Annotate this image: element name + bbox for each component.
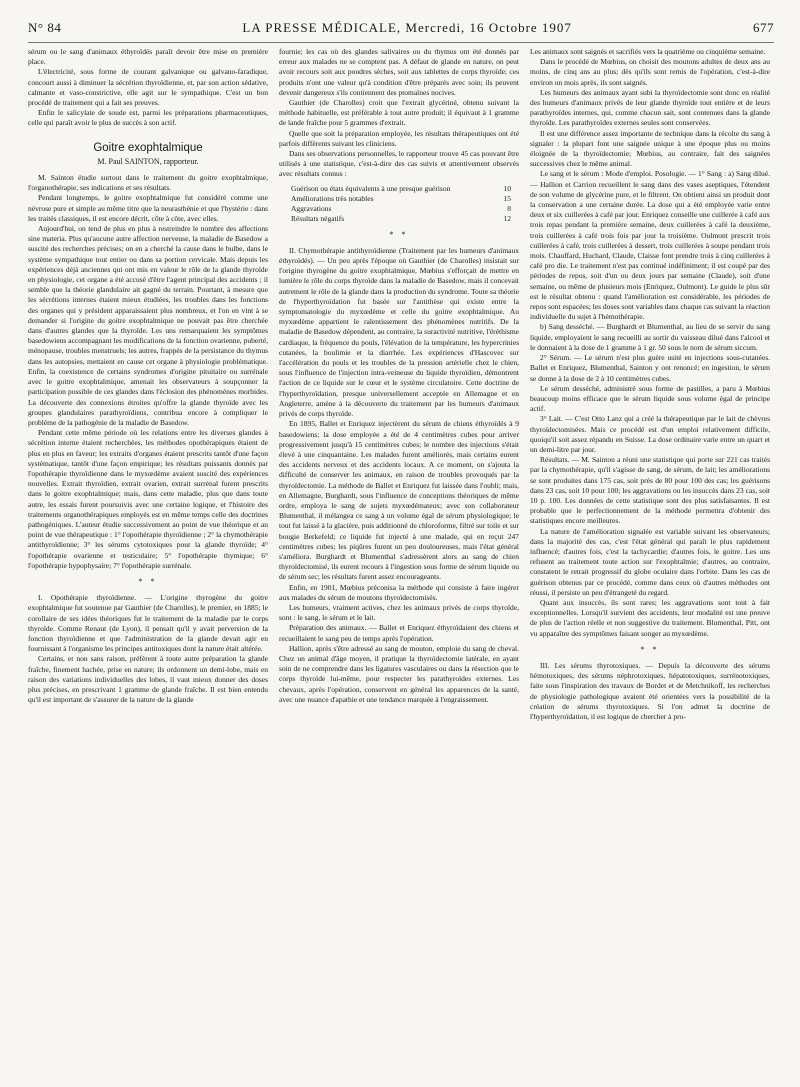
paragraph: II. Chymothérapie antithyroïdienne (Traitement par les humeurs d'animaux éthyroïdés). — Un peu après l'époque où Gauthier (de Charolles) insistait sur l'origine thyrogène du goitre exophtalmique, Mœbius s'efforçait de mettre en lumière le rôle du corps thyroïde dans la maladie de Basedow, mais il concevait autrement le rôle de la glande dans la production du syndrome. Toute sa théorie de l'hyperthyroïdation fut basée sur l'antithèse qui existe entre la symptomatologie du myxœdème et celle du goitre exophtalmique. Au myxœdème appartient le ralentissement des phénomènes nutritifs. De la maladie de Basedow dépendent, au contraire, la suractivité nutritive, l'éréthisme cardiaque, la fréquence du pouls, l'élévation de la température, les hypercrinies cutanées, la boulimie et la diarrhée. Les expériences d'Hascovec sur l'accélération du pouls et les troubles de la pression artérielle chez le chien, sous l'influence de l'injection intra-veineuse du liquide thyroïdien, démontrent l'action de ce liquide sur le cœur et le système circulatoire. Cette doctrine de l'hyperthyroïdation, presque universellement acceptée en Allemagne et en Angleterre, amène à la découverte du traitement par les humeurs d'animaux privés de corps thyroïde. [279, 245, 519, 419]
paragraph: Quelle que soit la préparation employée, les résultats thérapeutiques ont été parfois différents suivant les cliniciens. [279, 128, 519, 148]
rapporteur: M. Paul SAINTON, rapporteur. [97, 156, 199, 166]
stat-value: 10 [503, 183, 511, 193]
paragraph: Gauthier (de Charolles) croit que l'extrait glycériné, obtenu suivant la méthode habituelle, est préférable à tout autre produit; il équivaut à 1 gramme de lande fraîche pour 5 grammes d'extrait. [279, 98, 519, 128]
stat-row [291, 184, 519, 194]
stat-label: Aggravations [291, 203, 332, 213]
paragraph: Le sang et le sérum : Mode d'emploi. Posologie. — 1° Sang : a) Sang dilué. — Hallion et Carrion recueillent le sang dans des vases aseptiques, l'étendent de son volume de glycérine pure, et le filtrent. On obtient ainsi un produit dont la conservation a une certaine durée. La dose qui a été employée varie entre deux et six cuillerées à café par jour. Enriquez conseille une cuillerée à café aux trois repas pendant la première semaine, deux cuillerées à café la deuxième, trois cuillerées à café trois fois par jour la troisième. Oulmont prescrit trois cuillerées à café, trois cuillerées à dessert, trois cuillerées à soupe pendant trois mois. Chauffard, Huchard, Claude, Claisse font prendre trois à cinq cuillerées à café pro die. Le traitement n'est pas continué indéfiniment; il est coupé par des périodes de repos, soit d'un ou deux jours par semaine (Claude), soit d'une semaine, ou même de plusieurs mois (Enriquez, Oulmont). Le guide le plus sûr est le résultat obtenu : quand l'amélioration est considérable, les périodes de repos sont espacées; les doses sont variables dans chaque cas suivant la réaction individuelle du sujet à l'hémothérapie. [530, 169, 770, 322]
column-2 [279, 47, 519, 1087]
paragraph: M. Sainton étudie surtout dans le traitement du goitre exophtalmique, l'organothérapie, ses indications et ses résultats. [28, 173, 268, 193]
paragraph: Le sérum desséché, administré sous forme de pastilles, a paru à Mœbius beaucoup moins efficace que le sérum liquide sous volume égal de principe actif. [530, 383, 770, 414]
paragraph: Pendant longtemps, le goitre exophtalmique fut considéré comme une névrose pure et simple au même titre que la neurasthénie et que l'hystérie : dans les traités classiques, il est encore décrit, côte à côte, avec elles. [28, 193, 268, 223]
paragraph: Résultats. — M. Sainton a réuni une statistique qui porte sur 221 cas traités par la chymothérapie, qu'il s'agisse de sang, de sérum, de lait; les améliorations se sont produites dans 175 cas, soit près de 80 pour 100 des cas; les guérisons dans 23 cas, soit 10 pour 100; les aggravations ou les insuccès dans 23 cas, soit 10 p. 100. Les données de cette statistique sont des plus satisfaisantes. Il est probable que le perfectionnement de la méthode permettra d'obtenir des statistiques encore meilleures. [530, 455, 770, 526]
stat-row [291, 214, 519, 224]
paragraph: L'électricité, sous forme de courant galvanique ou galvano-faradique, concourt aussi à diminuer la sécrétion thyroïdienne, et, par son action sédative, calmante et vaso-constrictive, elle agit sur le sympathique. C'est un bon procédé de traitement qui a fait ses preuves. [28, 67, 268, 108]
paragraph: b) Sang desséché. — Burghardt et Blumenthal, au lieu de se servir du sang liquide, employaient le sang recueilli au sortir du vaisseau dilué dans l'alcool et le donnaient à la dose de 1 gramme à 1 gr. 50 sous le nom de sérum siccum. [530, 322, 770, 352]
paragraph: La nature de l'amélioration signalée est variable suivant les observateurs; dans la majorité des cas, c'est l'état général qui paraît le plus rapidement influencé; d'autres fois, c'est la tachycardie; d'autres fois, le goitre. Les uns refusent au traitement toute action sur l'exophtalmie; d'autres, au contraire, constatent le retrait progressif du globe oculaire dans l'orbite. Dans les cas de guérison obtenus par ce procédé, comme dans ceux où d'autres méthodes ont réussi, il persiste un peu d'étrangeté du regard. [530, 526, 770, 597]
paragraph: 2° Sérum. — Le sérum n'est plus guère usité en injections sous-cutanées. Ballet et Enriquez, Blumenthal, Sainton y ont renoncé; en ingestion, le sérum se donne à la dose de 2 à 10 centimètres cubes. [530, 353, 770, 383]
paragraph: Dans le procédé de Mœbius, on choisit des moutons adultes de deux ans au moins, de cinq ans au plus; dès qu'ils sont remis de l'opération, c'est-à-dire environ un mois après, ils sont saignés. [530, 57, 770, 87]
paragraph: Les animaux sont saignés et sacrifiés vers la quatrième ou cinquième semaine. [530, 47, 766, 56]
paragraph: Il est une différence assez importante de technique dans la récolte du sang à signaler : la plupart font une saignée unique à une époque plus ou moins éloignée de la thyroïdectomie; Mœbius, au contraire, fait des saignées successives chez le même animal. [530, 128, 770, 169]
paragraph: Les humeurs, vraiment actives, chez les animaux privés de corps thyroïde, sont : le sang, le sérum et le lait. [279, 602, 519, 623]
column-1 [28, 47, 268, 1087]
paragraph: sérum ou le sang d'animaux éthyroïdés paraît devoir être mise en première place. [28, 47, 268, 67]
separator: * * [640, 644, 660, 654]
paragraph: Préparation des animaux. — Ballet et Enriquez éthyroïdaient des chiens et recueillaient le sang peu de temps après l'opération. [279, 623, 519, 643]
stat-label: Améliorations très notables [291, 193, 374, 203]
stat-label: Résultats négatifs [291, 213, 345, 223]
paragraph: fournie; les cas où des glandes salivaires ou du thymus ont été donnés par erreur aux malades ne se comptent pas. A défaut de glande en nature, on peut avoir recours soit aux poudres sèches, soit aux tablettes de corps thyroïde; ces produits n'ont une valeur qu'à condition d'être préparés avec soin; ils peuvent devenir dangereux s'ils contiennent des ptomaïnes nocives. [279, 47, 519, 97]
stat-label: Guérison ou états équivalents à une presque guérison [291, 183, 451, 193]
paragraph: En 1895, Ballet et Enriquez injectèrent du sérum de chiens éthyroïdés à 9 basedowiens; la dose employée a été de 4 centimètres cubes pour arriver progressivement jusqu'à 15 centimètres cubes; le nombre des injections s'était élevé à une cinquantaine. Les malades furent améliorés, mais certains eurent des accidents nerveux et des accidents locaux. A ce moment, on s'ajouta la difficulté de conserver les animaux, en raison de troubles provoqués par la thyroïdectomie. La méthode de Ballet et Enriquez fut laissée dans l'oubli; mais, en Allemagne, Burghardt, sous l'influence de conceptions théoriques de même ordre, employa le sang de sujets myxœdémateux; avec son collaborateur Blumenthal, il mélangea ce sang à un volume égal de sérum physiologique; le tout fut laissé à la glacière, puis additionné de chloroforme, filtré sur toile et sur bougie Berkefeld; ce liquide fut injecté à une malade, qui en reçut 247 centimètres cubes; les piqûres furent un peu douloureuses, mais l'état général s'améliora. Burghardt et Blumenthal s'adressèrent alors au sang de chien thyroïdectomisé, ils eurent recours à l'ingestion sous forme de sérum liquide ou de sérum sec; les résultats furent assez encourageants. [279, 419, 519, 582]
paragraph: Certains, et non sans raison, préfèrent à toute autre préparation la glande fraîche, finement hachée, prise en nature; ils ordonnent un demi-lobe, mais en raison des variations individuelles des lobes, il vaut mieux donner des doses plus précises, en prescrivant 1 gramme de glande fraîche. Il est bien entendu qu'il est important de s'assurer de la nature de la glande [28, 654, 268, 705]
separator: * * [389, 229, 409, 239]
page-header [28, 14, 774, 43]
paragraph: Pendant cette même période où les relations entre les diverses glandes à sécrétion interne étaient recherchées, les méthodes opothérapiques étaient de plus en plus en faveur; les extraits d'organes étaient prescrits tantôt d'une façon systématique, tantôt d'une façon empirique; les résultats puissants donnés par l'opothérapie thyroïdienne dans le myxœdème avaient suscité des expériences nouvelles. Extrait thyroïdien, extrait ovarien, extrait surrénal furent prescrits dans le goitre exophtalmique; mais, dans cette maladie, plus que dans toute autre, les essais furent poursuivis avec une certaine logique, et l'histoire des traitements organothérapiques employés est en même temps celle des doctrines pathogéniques. L'auteur étudie successivement au point de vue théorique et au point de vue thérapeutique : 1° l'opothérapie thyroïdienne ; 2° la chymothérapie antithyroïdienne; 3° les sérums cytotoxiques pour la glande thyroïde; 4° l'opothérapie ovarienne et testiculaire; 5° l'opothérapie thymique; 6° l'opothérapie hypophysaire; 7° l'opothérapie surrénale. [28, 428, 268, 570]
statistics-list [291, 184, 519, 224]
stat-value: 8 [507, 203, 511, 213]
paragraph: Enfin, en 1901, Mœbius préconisa la méthode qui consiste à faire ingérer aux malades du sérum de moutons thyroïdectomisés. [279, 582, 519, 602]
stat-value: 12 [503, 213, 511, 223]
section-title: Goitre exophtalmique [93, 141, 203, 154]
paragraph: Enfin le salicylate de soude est, parmi les préparations pharmaceutiques, celle qui paraît avoir le plus de succès à son actif. [28, 108, 268, 128]
separator: * * [138, 576, 158, 586]
paragraph: Hallion, après s'être adressé au sang de mouton, emploie du sang de cheval. Chez un animal d'âge moyen, il pratique la thyroïdectomie latérale, en ayant soin de ne comprendre dans les ligatures vasculaires ou dans la résection que le corps thyroïde lui-même, pour respecter les parathyroïdes externes. Les chevaux, après l'opération, conservent en général les apparences de la santé, avec une nuance d'apathie et une tendance marquée à l'engraissement. [279, 643, 519, 704]
paragraph: Les humeurs des animaux ayant subi la thyroïdectomie sont donc en réalité des humeurs d'animaux privés de leur glande thyroïde tout entière et de leurs parathyroïdes internes, qui, comme chacun sait, sont contenues dans la glande thyroïde. Les parathyroïdes externes seules sont conservées. [530, 87, 770, 128]
stat-row [291, 194, 519, 204]
stat-row [291, 204, 519, 214]
paragraph: III. Les sérums thyrotoxiques. — Depuis la découverte des sérums hémotoxiques, des sérums néphrotoxiques, hépatotoxiques, surrénotoxiques, faite sous l'inspiration des travaux de Bordet et de Metchnikoff, les recherches de physiologie pathologique avaient été orientées vers la possibilité de la création de sérums thyrotoxiques. Si l'on admet la doctrine de l'hyperthyroïdation, il est logique de chercher à pro- [530, 660, 770, 721]
columns [28, 47, 774, 1087]
paragraph: Quant aux insuccès, ils sont rares; les aggravations sont tout à fait exceptionnelles. Lorsqu'il survient des accidents, leur modalité est une preuve de plus de l'action réelle et non suggestive du traitement. Blumenthal, Pitt, ont vu apparaître des symptômes faisant songer au myxœdème. [530, 597, 770, 638]
issue-number: N° 84 [28, 20, 62, 35]
journal-title: LA PRESSE MÉDICALE, Mercredi, 16 Octobre 1907 [242, 20, 572, 35]
stat-value: 15 [503, 193, 511, 203]
paragraph: Dans ses observations personnelles, le rapporteur trouve 45 cas pouvant être utilisés à une statistique, c'est-à-dire des cas suivis et attentivement observés avec résultats connus : [279, 149, 519, 179]
paragraph: 3° Lait. — C'est Otto Lanz qui a créé la thérapeutique par le lait de chèvres thyroïdectomisées. Mais ce procédé est d'un emploi relativement difficile, quoiqu'il soit assez répandu en Suisse. La dose ordinaire varie entre un quart et un demi-litre par jour. [530, 414, 770, 454]
column-3 [530, 47, 770, 1087]
paragraph: Aujourd'hui, on tend de plus en plus à restreindre le nombre des affections sine materia. Plus qu'aucune autre affection nerveuse, la maladie de Basedow a suscité des recherches précises; on en a cherché la cause dans le bulbe, dans le système sympathique tout entier ou dans sa portion cervicale. Mais depuis les expériences déjà anciennes qui ont mis en valeur le rôle de la glande thyroïde en physiologie, cet organe a été accusé d'être l'agent principal des accidents ; il semble que la théorie glandulaire ait gagné du terrain. Pourtant, à mesure que les sécrétions internes étaient mieux étudiées, les troubles dans les fonctions des organes qui y président apparaissaient plus nombreux, et l'on en vint à se demander si l'origine du goitre exophtalmique ne pouvait pas être cherchée dans d'autres glandes que la thyroïde. Les uns remarquaient les symptômes basedowiens accompagnant les modifications de la fonction ovarienne, puberté, ménopause, troubles menstruels; les autres, frappés de la persistance du thymus dans les autopsies, mettaient en cause cet organe à physiologie problématique. Enfin, la coexistence de certains syndromes d'origine pituitaire ou surrénale avec le goitre exophtalmique, amenait les observateurs à soupçonner la participation possible de ces glandes dans l'éclosion des phénomènes morbides. La découverte des connexions étroites qu'offre la glande thyroïde avec les groupes glandulaires parathyroïdiens, contribua encore à compliquer le problème de la pathogénie de la maladie de Basedow. [28, 224, 268, 427]
page-number: 677 [753, 20, 774, 35]
paragraph: I. Opothérapie thyroïdienne. — L'origine thyrogène du goitre exophtalmique fut soutenue par Gauthier (de Charolles), le premier, en 1885; le corollaire de ses idées théoriques fut le traitement de la maladie par le corps thyroïde. Comme Renaut (de Lyon), il pensait qu'il y avait perversion de la fonction thyroïdienne et que l'administration de la glande devait agir en fournissant à l'organisme les principes antitoxiques dont la nature était altérée. [28, 593, 268, 654]
